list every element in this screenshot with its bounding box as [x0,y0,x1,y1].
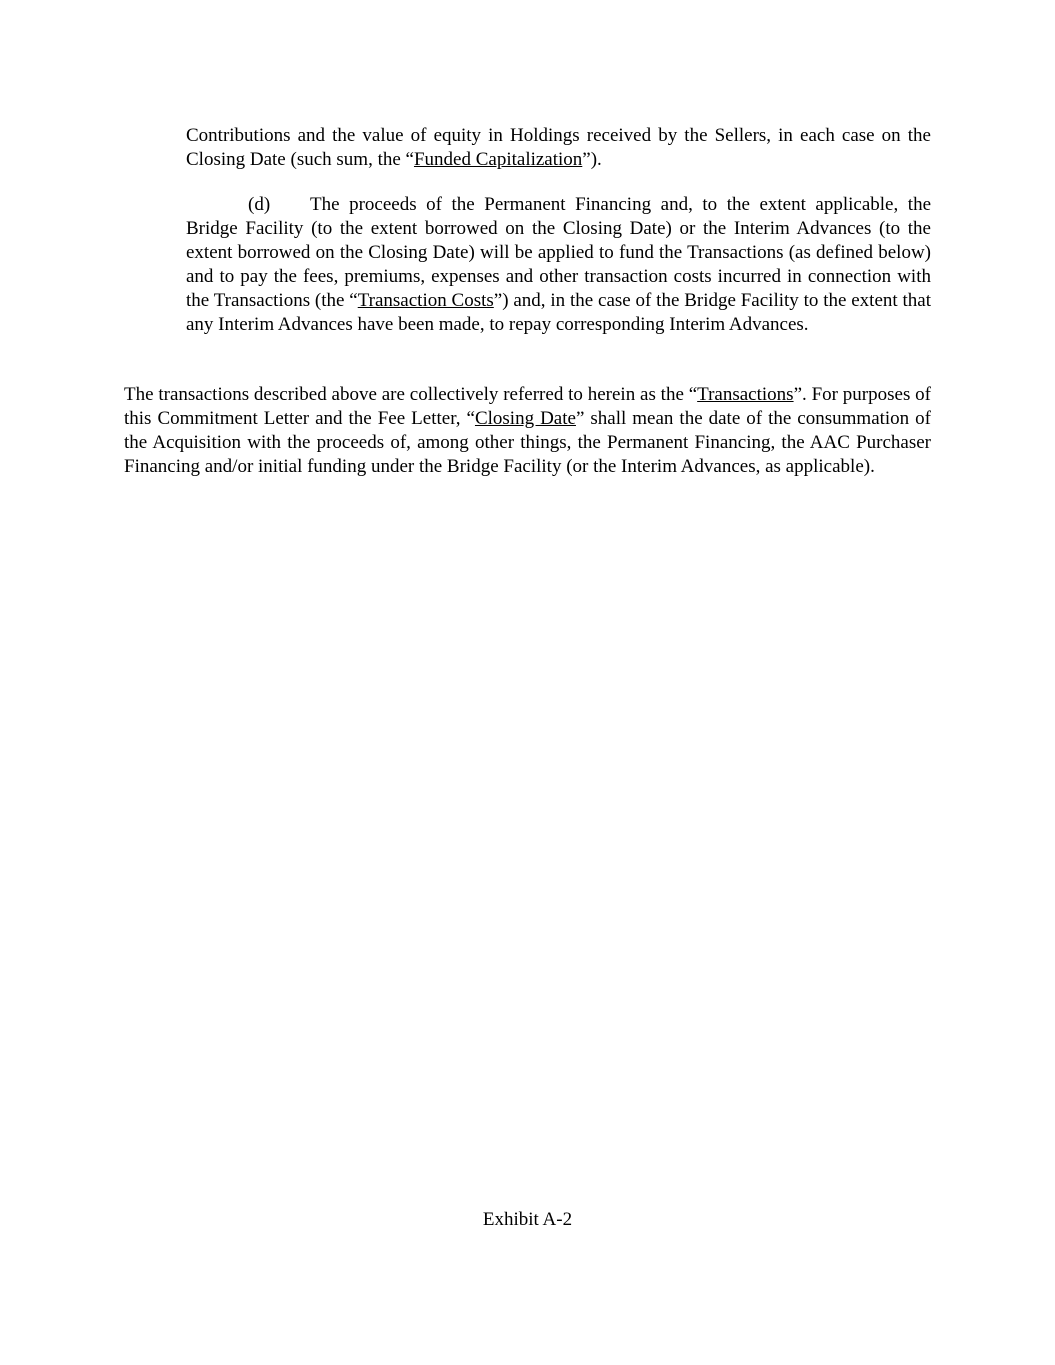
para3-text-c: ” shall mean the date of the consummation of the Acquisition with the proceeds of, among other things, the Permanent Financing, the AAC Purchaser Financing and/or initial funding under the Bridge Facility (or the Interim Advances, as applicable). [124,408,932,477]
paragraph-d-proceeds [186,193,931,337]
defined-term-funded-capitalization: Funded Capitalization [413,149,583,170]
para2-text-b: ”) and, in the case of the Bridge Facility to the extent that any Interim Advances have been made, to repay corresponding Interim Advances. [186,290,931,335]
page-footer-exhibit-label: Exhibit A-2 [482,1209,573,1230]
defined-term-transactions: Transactions [697,384,794,405]
para3-text-a: The transactions described above are collectively referred to herein as the “ [124,384,698,405]
paragraph-funded-capitalization [186,124,931,172]
paragraph-label-d: (d) [248,194,271,215]
para1-text-a: Contributions and the value of equity in Holdings received by the Sellers, in each case on the Closing Date (such sum, the “ [186,125,931,170]
defined-term-closing-date: Closing Date [474,408,576,429]
para2-text-a: The proceeds of the Permanent Financing and, to the extent applicable, the Bridge Facility (to the extent borrowed on the Closing Date) or the Interim Advances (to the extent borrowed on the Closing Date) will be applied to fund the Transactions (as defined below) and to pay the fees, premiums, expenses and other transaction costs incurred in connection with the Transactions (the “ [186,194,931,311]
para3-text-b: ”. For purposes of this Commitment Letter and the Fee Letter, “ [124,384,931,429]
paragraph-transactions-closing-date [124,383,931,479]
para1-text-b: ”). [582,149,602,170]
defined-term-transaction-costs: Transaction Costs [357,290,494,311]
